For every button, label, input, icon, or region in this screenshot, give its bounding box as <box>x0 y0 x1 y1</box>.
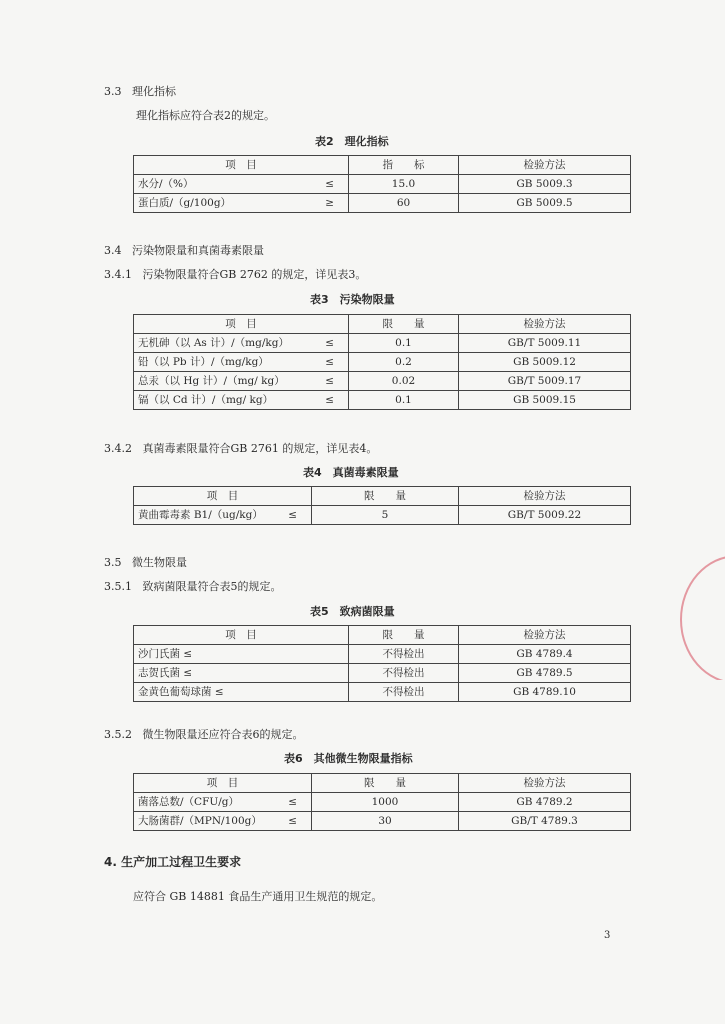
section-heading-4: 4. 生产加工过程卫生要求 <box>104 855 242 869</box>
cell-value: 1000 <box>312 793 459 812</box>
section-title: 污染物限量和真菌毒素限量 <box>132 244 264 257</box>
header-item: 项 目 <box>134 774 312 793</box>
header-method: 检验方法 <box>459 315 631 334</box>
cell-method: GB 4789.2 <box>459 793 631 812</box>
cell-method: GB/T 5009.11 <box>459 334 631 353</box>
cell-item: 黄曲霉毒素 B1/（ug/kg） ≤ <box>134 506 312 525</box>
table-header-row <box>134 774 631 793</box>
section-number: 3.5 <box>104 556 122 569</box>
header-value: 限 量 <box>349 315 459 334</box>
table3-caption: 表3 污染物限量 <box>310 293 395 306</box>
red-seal-stamp <box>680 555 725 680</box>
header-value: 指 标 <box>349 156 459 175</box>
table6-caption: 表6 其他微生物限量指标 <box>284 752 413 765</box>
cell-item: 镉（以 Cd 计）/（mg/ kg） ≤ <box>134 391 349 410</box>
table-row <box>134 506 631 525</box>
cell-method: GB/T 5009.22 <box>459 506 631 525</box>
header-value: 限 量 <box>349 626 459 645</box>
table-row <box>134 334 631 353</box>
table5 <box>133 625 631 702</box>
section-number: 3.4 <box>104 244 122 257</box>
section-heading-3-3 <box>104 83 176 99</box>
table5-caption: 表5 致病菌限量 <box>310 605 395 618</box>
table2 <box>133 155 631 213</box>
table2-caption: 表2 理化指标 <box>315 135 389 148</box>
cell-value: 不得检出 <box>349 645 459 664</box>
cell-item: 总汞（以 Hg 计）/（mg/ kg） ≤ <box>134 372 349 391</box>
cell-value: 不得检出 <box>349 664 459 683</box>
cell-value: 0.1 <box>349 391 459 410</box>
cell-item: 铅（以 Pb 计）/（mg/kg） ≤ <box>134 353 349 372</box>
cell-value: 30 <box>312 812 459 831</box>
cell-method: GB 5009.3 <box>459 175 631 194</box>
table-header-row <box>134 156 631 175</box>
paragraph-3-3: 理化指标应符合表2的规定。 <box>136 109 275 122</box>
header-method: 检验方法 <box>459 487 631 506</box>
table4-caption: 表4 真菌毒素限量 <box>303 466 399 479</box>
paragraph-3-5-2 <box>104 726 304 742</box>
cell-item: 大肠菌群/（MPN/100g） ≤ <box>134 812 312 831</box>
section-text: 污染物限量符合GB 2762 的规定，详见表3。 <box>142 268 367 281</box>
cell-item: 无机砷（以 As 计）/（mg/kg） ≤ <box>134 334 349 353</box>
page-number: 3 <box>604 930 611 941</box>
header-value: 限 量 <box>312 774 459 793</box>
cell-method: GB 5009.15 <box>459 391 631 410</box>
section-number: 3.3 <box>104 85 122 98</box>
table-row <box>134 645 631 664</box>
header-item: 项 目 <box>134 626 349 645</box>
section-number: 3.5.1 <box>104 580 132 593</box>
cell-value: 不得检出 <box>349 683 459 702</box>
table4 <box>133 486 631 525</box>
paragraph-4: 应符合 GB 14881 食品生产通用卫生规范的规定。 <box>133 890 383 903</box>
table-row <box>134 812 631 831</box>
table-row <box>134 683 631 702</box>
table-row <box>134 353 631 372</box>
paragraph-3-5-1 <box>104 578 282 594</box>
section-heading-3-5 <box>104 554 187 570</box>
paragraph-3-4-1 <box>104 266 366 282</box>
section-text: 真菌毒素限量符合GB 2761 的规定，详见表4。 <box>142 442 378 455</box>
table-header-row <box>134 315 631 334</box>
section-title: 微生物限量 <box>132 556 187 569</box>
cell-value: 15.0 <box>349 175 459 194</box>
section-number: 3.4.1 <box>104 268 132 281</box>
cell-method: GB/T 5009.17 <box>459 372 631 391</box>
cell-item: 志贺氏菌 ≤ <box>134 664 349 683</box>
cell-method: GB 4789.4 <box>459 645 631 664</box>
cell-item: 金黄色葡萄球菌 ≤ <box>134 683 349 702</box>
cell-item: 水分/（%） ≤ <box>134 175 349 194</box>
section-title: 理化指标 <box>132 85 176 98</box>
header-value: 限 量 <box>312 487 459 506</box>
section-heading-3-4 <box>104 242 264 258</box>
cell-value: 0.02 <box>349 372 459 391</box>
table-row <box>134 194 631 213</box>
table3 <box>133 314 631 410</box>
table-header-row <box>134 487 631 506</box>
header-method: 检验方法 <box>459 156 631 175</box>
table-row <box>134 372 631 391</box>
header-method: 检验方法 <box>459 626 631 645</box>
cell-value: 0.2 <box>349 353 459 372</box>
cell-method: GB 4789.5 <box>459 664 631 683</box>
table-row <box>134 664 631 683</box>
cell-item: 蛋白质/（g/100g） ≥ <box>134 194 349 213</box>
cell-value: 5 <box>312 506 459 525</box>
section-number: 3.5.2 <box>104 728 132 741</box>
cell-method: GB 5009.12 <box>459 353 631 372</box>
section-text: 致病菌限量符合表5的规定。 <box>142 580 282 593</box>
cell-item: 菌落总数/（CFU/g） ≤ <box>134 793 312 812</box>
table-row <box>134 391 631 410</box>
cell-value: 60 <box>349 194 459 213</box>
table-header-row <box>134 626 631 645</box>
header-item: 项 目 <box>134 487 312 506</box>
paragraph-3-4-2 <box>104 440 377 456</box>
cell-method: GB 4789.10 <box>459 683 631 702</box>
section-number: 3.4.2 <box>104 442 132 455</box>
cell-item: 沙门氏菌 ≤ <box>134 645 349 664</box>
cell-value: 0.1 <box>349 334 459 353</box>
section-text: 微生物限量还应符合表6的规定。 <box>142 728 304 741</box>
table6 <box>133 773 631 831</box>
header-item: 项 目 <box>134 156 349 175</box>
header-method: 检验方法 <box>459 774 631 793</box>
seal-ring <box>680 555 725 680</box>
table-row <box>134 175 631 194</box>
cell-method: GB/T 4789.3 <box>459 812 631 831</box>
table-row <box>134 793 631 812</box>
cell-method: GB 5009.5 <box>459 194 631 213</box>
header-item: 项 目 <box>134 315 349 334</box>
